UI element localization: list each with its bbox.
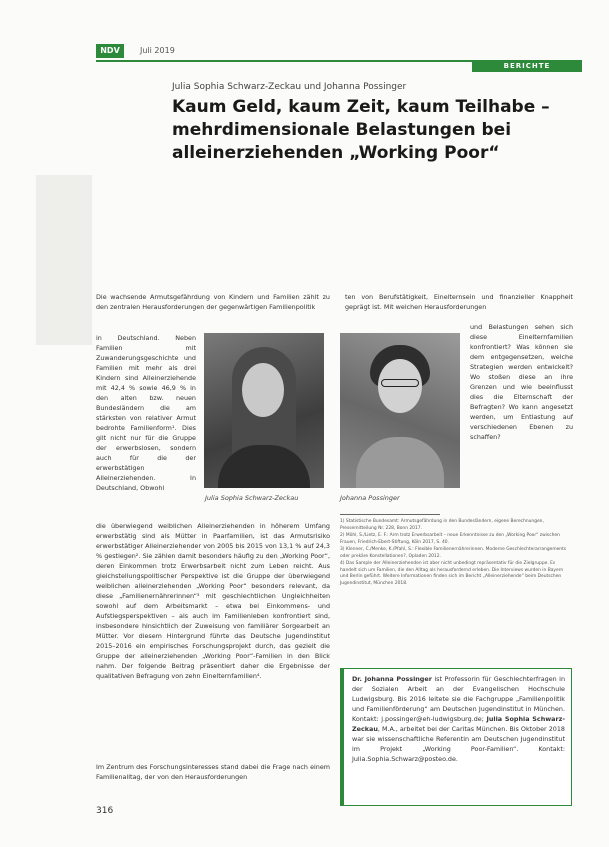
article-title: Kaum Geld, kaum Zeit, kaum Teilhabe – mehrdimensionale Belastungen bei alleinerziehenden „Working Poor“ <box>172 97 550 163</box>
page-number: 316 <box>96 806 114 816</box>
footnotes <box>340 519 572 588</box>
bio-text-possinger: ist Professorin für Geschlechterfragen in der Sozialen Arbeit an der Evangelischen Hochschule Ludwigsburg. Bis 2016 leitete sie die Fachgruppe „Familienpolitik und Familienförderung“ am Deutschen Jugendinstitut in München. Kontakt: j.possinger@eh-ludwigsburg.de; <box>352 675 565 723</box>
issue-date: Juli 2019 <box>140 46 175 55</box>
page-header <box>96 44 582 60</box>
ndv-logo: NDV <box>96 44 124 58</box>
article-authors: Julia Sophia Schwarz-Zeckau und Johanna Possinger <box>172 82 407 92</box>
glasses-icon <box>381 379 419 387</box>
body-text-main: die überwiegend weiblichen Alleinerziehenden in höherem Umfang erwerbstätig sind als Mütter in Paarfamilien, ist das Armutsrisiko erwerbstätiger Alleinerziehender von 2005 bis 2015 von 13,1 % auf 24,3 % gestiegen². Sie zählen damit besonders häufig zu den „Working Poor“, deren Einkommen trotz Erwerbsarbeit nicht zum Leben reicht. Aus gleichstellungspolitischer Perspektive ist die Gruppe der überwiegend weiblichen alleinerziehenden „Working Poor“ besonders relevant, da diese „Familienernährerinnen“³ mit geschlechtlichen Ungleichheiten sowohl auf dem Arbeitsmarkt – etwa bei Einkommens- und Aufstiegsperspektiven – als auch im Familienleben konfrontiert sind, insbesondere hinsichtlich der Zuweisung von familiärer Sorgearbeit an Mütter. Vor diesem Hintergrund führte das Deutsche Jugendinstitut 2015–2016 ein empirisches Forschungsprojekt durch, das gezielt die Gruppe der alleinerziehenden „Working Poor“-Familien in den Blick nahm. Der folgende Beitrag präsentiert daher die Ergebnisse der qualitativen Befragung von zehn Einelternfamilien⁴. <box>96 522 330 680</box>
bio-name-schwarz-zeckau: Julia Sophia Schwarz-Zeckau <box>352 715 565 733</box>
footnote: 1) Statistische Bundesamt: Armutsgefährdung in den Bundesländern, eigene Berechnungen, Pressemitteilung Nr. 228, Bonn 2017. <box>340 519 544 531</box>
footnote-divider <box>340 514 440 515</box>
author-photo-schwarz-zeckau <box>204 333 324 488</box>
body-text-right-narrow: und Belastungen sehen sich diese Einelternfamilien konfrontiert? Was können sie dem entgegensetzen, welche Strategien werden entwickelt? Wo stoßen diese an ihre Grenzen und wie beeinflusst dies die Elternschaft der Befragten? Wo kann angesetzt werden, um Entlastung auf verschiedenen Ebenen zu schaffen? <box>470 323 573 441</box>
bio-name-possinger: Dr. Johanna Possinger <box>352 675 432 683</box>
body-text-narrow: in Deutschland. Neben Familien mit Zuwanderungsgeschichte und Familien mit mehr als drei Kindern sind Alleinerziehende mit 42,4 % sowie 46,9 % in den alten bzw. neuen Bundesländern die am stärksten von relativer Armut bedrohte Familienform¹. Dies gilt nicht nur für die Gruppe der erwerbslosen, sondern auch für die der erwerbstätigen Alleinerziehenden. In Deutschland, Obwohl <box>96 334 196 492</box>
body-text-right-top: ten von Berufstätigkeit, Einelternsein und finanzieller Knappheit geprägt ist. Mit welchen Herausforderungen <box>345 293 573 311</box>
intro-paragraph: Die wachsende Armutsgefährdung von Kindern und Familien zählt zu den zentralen Herausforderungen der gegenwärtigen Familienpolitik <box>96 293 330 311</box>
background-panel <box>36 175 92 345</box>
bio-text-schwarz-zeckau: , M.A., arbeitet bei der Caritas München. Bis Oktober 2018 war sie wissenschaftliche Referentin am Deutschen Jugendinstitut im Projekt „Working Poor-Familien“. Kontakt: Julia.Sophia.Schwarz@posteo.de. <box>352 725 565 763</box>
footnote: 2) Möhl, S./Lietz, E. F.: Arm trotz Erwerbsarbeit – neue Erkenntnisse zu den „Working Poor“ zwischen Frauen, Friedrich-Ebert-Stiftung, Köln 2017, S. 40. <box>340 533 560 545</box>
body-text-end: Im Zentrum des Forschungsinteresses stand dabei die Frage nach einem Familienalltag, der von den Herausforderungen <box>96 763 330 781</box>
footnote: 4) Das Sample der Alleinerziehenden ist aber nicht unbedingt repräsentativ für die Zielgruppe. Es handelt sich um Familien, die den Alltag als herausfordernd erleben. Die Interviews wurden in Bayern und Berlin geführt. Weitere Informationen finden sich im Bericht „Alleinerziehende“ beim Deutschen Jugendinstitut, München 2018. <box>340 561 564 586</box>
author-bio-box <box>340 668 572 806</box>
section-tag: BERICHTE <box>472 60 582 72</box>
footnote: 3) Klenner, C./Menke, K./Pfahl, S.: Flexible Familienernährerinnen. Moderne Geschlechterarrangements oder prekäre Konstellationen?, Opladen 2012. <box>340 547 567 559</box>
photo-caption-2: Johanna Possinger <box>340 494 400 502</box>
bio-text <box>352 674 565 764</box>
photo-caption-1: Julia Sophia Schwarz-Zeckau <box>205 494 299 502</box>
author-photo-possinger <box>340 333 460 488</box>
